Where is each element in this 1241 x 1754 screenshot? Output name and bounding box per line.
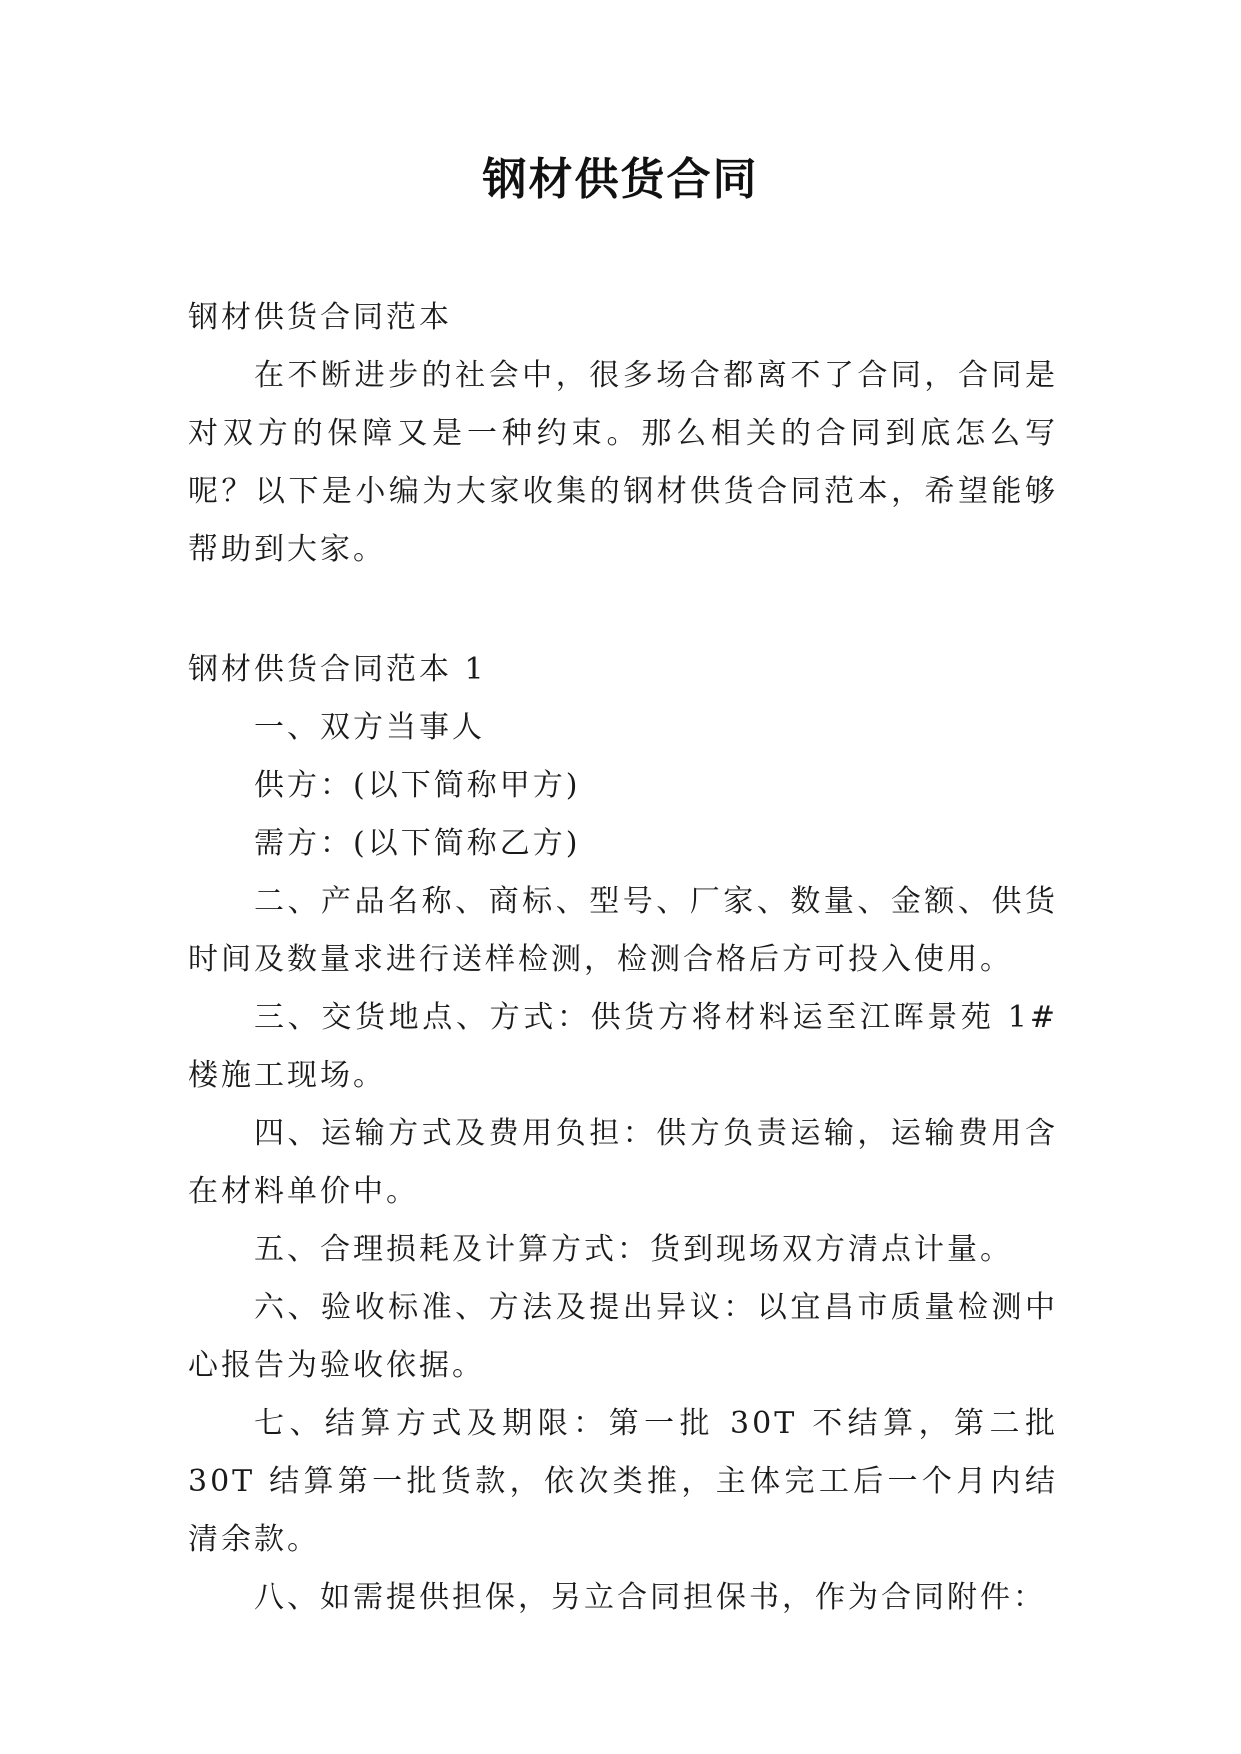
clause-5: 五、合理损耗及计算方式：货到现场双方清点计量。 (254, 1232, 1013, 1267)
clause-4: 四、运输方式及费用负担：供方负责运输，运输费用含在材料单价中。 (188, 1116, 1058, 1209)
clause-1: 一、双方当事人 (254, 710, 485, 745)
party-a-line: 供方：(以下简称甲方) (254, 768, 581, 803)
document-subtitle: 钢材供货合同范本 (188, 300, 452, 335)
clause-3: 三、交货地点、方式：供货方将材料运至江晖景苑 1#楼施工现场。 (188, 1000, 1058, 1093)
party-b-line: 需方：(以下简称乙方) (254, 826, 581, 861)
document-title: 钢材供货合同 (482, 154, 759, 205)
clause-6: 六、验收标准、方法及提出异议：以宜昌市质量检测中心报告为验收依据。 (188, 1290, 1058, 1383)
clause-2: 二、产品名称、商标、型号、厂家、数量、金额、供货时间及数量求进行送样检测，检测合格后方可投入使用。 (188, 884, 1058, 977)
contract-section (188, 641, 1058, 1627)
intro-section (188, 289, 1058, 579)
clause-8: 八、如需提供担保，另立合同担保书，作为合同附件： (254, 1580, 1046, 1615)
intro-paragraph: 在不断进步的社会中，很多场合都离不了合同，合同是对双方的保障又是一种约束。那么相关的合同到底怎么写呢？以下是小编为大家收集的钢材供货合同范本，希望能够帮助到大家。 (188, 358, 1058, 567)
clause-7: 七、结算方式及期限：第一批 30T 不结算，第二批 30T 结算第一批货款，依次类推，主体完工后一个月内结清余款。 (188, 1406, 1058, 1557)
section-title: 钢材供货合同范本 1 (188, 652, 487, 687)
